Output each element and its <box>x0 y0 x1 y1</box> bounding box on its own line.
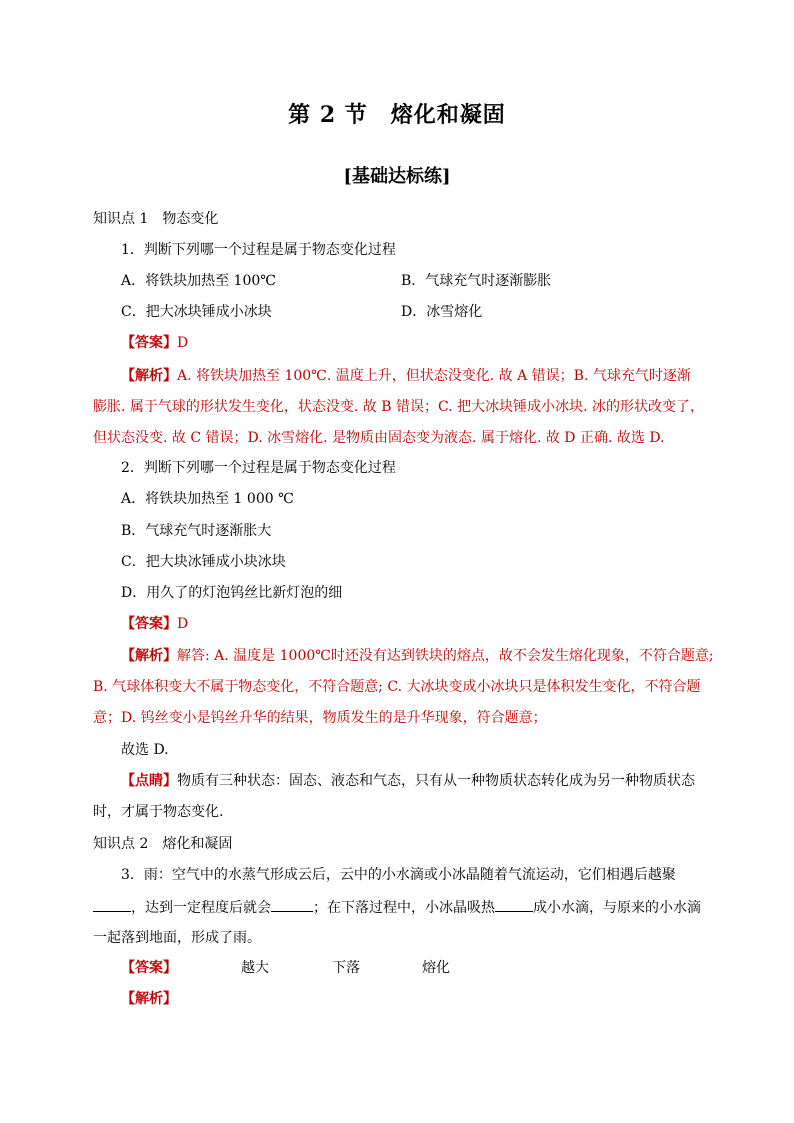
question-3-answer-3: 熔化 <box>422 960 450 976</box>
section-heading-2: 知识点 2 熔化和凝固 <box>93 836 233 852</box>
question-3-answer-1: 越大 <box>241 960 269 976</box>
page-subtitle: [基础达标练] <box>343 166 451 187</box>
question-2-analysis-line-3: 意；D. 钨丝变小是钨丝升华的结果，物质发生的是升华现象，符合题意； <box>93 710 547 726</box>
answer-tag: 【答案】 <box>121 616 177 632</box>
question-1-analysis-line-1 <box>121 366 691 386</box>
question-2-conclusion: 故选 D. <box>121 742 169 758</box>
answer-value: D <box>177 335 189 351</box>
question-3-answer <box>121 958 177 978</box>
question-2-tip-line-1 <box>121 771 695 791</box>
question-2-tip-line-2: 时，才属于物态变化. <box>93 804 224 820</box>
question-2-analysis-line-1 <box>121 646 714 666</box>
question-3-text: ，达到一定程度后就会 <box>131 900 271 916</box>
question-2-option-a: A．将铁块加热至 1 000 ℃ <box>121 491 294 507</box>
question-3-text: ；在下落过程中，小冰晶吸热 <box>313 900 495 916</box>
question-2-stem: 2．判断下列哪一个过程是属于物态变化过程 <box>121 460 396 476</box>
question-2-analysis-line-2: B. 气球体积变大不属于物态变化，不符合题意; C. 大冰块变成小冰块只是体积发生变化，不符合题 <box>93 679 701 695</box>
analysis-tag: 【解析】 <box>121 368 177 384</box>
answer-value: D <box>177 616 189 632</box>
section-heading-1: 知识点 1 物态变化 <box>93 211 219 227</box>
tip-text: 物质有三种状态：固态、液态和气态，只有从一种物质状态转化成为另一种物质状态 <box>177 773 695 789</box>
question-1-option-b: B．气球充气时逐渐膨胀 <box>401 273 552 289</box>
question-1-analysis-line-2: 膨胀. 属于气球的形状发生变化，状态没变. 故 B 错误；C. 把大冰块锤成小冰块. 冰的形状改变了， <box>93 399 705 415</box>
question-1-option-a: A．将铁块加热至 100℃ <box>121 273 276 289</box>
answer-tag: 【答案】 <box>121 960 177 976</box>
question-1-answer <box>121 333 188 353</box>
answer-tag: 【答案】 <box>121 335 177 351</box>
analysis-tag: 【解析】 <box>121 648 177 664</box>
tip-tag: 【点睛】 <box>121 773 177 789</box>
fill-blank-3[interactable] <box>495 897 533 912</box>
analysis-tag: 【解析】 <box>121 991 177 1007</box>
question-3-text: 成小水滴，与原来的小水滴 <box>533 900 701 916</box>
question-1-option-c: C．把大冰块锤成小冰块 <box>121 304 272 320</box>
question-2-option-b: B．气球充气时逐渐胀大 <box>121 523 272 539</box>
analysis-text: 解答: A. 温度是 1000℃时还没有达到铁块的熔点，故不会发生熔化现象，不符合题意; <box>177 648 714 664</box>
fill-blank-1[interactable] <box>93 897 131 912</box>
question-3-line-3: 一起落到地面，形成了雨。 <box>93 930 261 946</box>
question-1-stem: 1．判断下列哪一个过程是属于物态变化过程 <box>121 242 396 258</box>
fill-blank-2[interactable] <box>271 897 313 912</box>
question-1-analysis-line-3: 但状态没变. 故 C 错误；D. 冰雪熔化. 是物质由固态变为液态. 属于熔化. 故 D 正确. 故选 D. <box>93 430 665 446</box>
question-2-option-d: D．用久了的灯泡钨丝比新灯泡的细 <box>121 585 343 601</box>
question-3-line-1: 3．雨：空气中的水蒸气形成云后，云中的小水滴或小冰晶随着气流运动，它们相遇后越聚 <box>121 867 676 883</box>
question-3-answer-2: 下落 <box>332 960 360 976</box>
question-3-line-2 <box>93 897 701 918</box>
question-2-answer <box>121 614 188 634</box>
analysis-text: A. 将铁块加热至 100℃. 温度上升，但状态没变化. 故 A 错误；B. 气球充气时逐渐 <box>177 368 691 384</box>
page-title: 第 2 节 熔化和凝固 <box>288 102 506 128</box>
question-2-option-c: C．把大块冰锤成小块冰块 <box>121 554 286 570</box>
question-3-analysis <box>121 989 177 1009</box>
question-1-option-d: D．冰雪熔化 <box>401 304 483 320</box>
